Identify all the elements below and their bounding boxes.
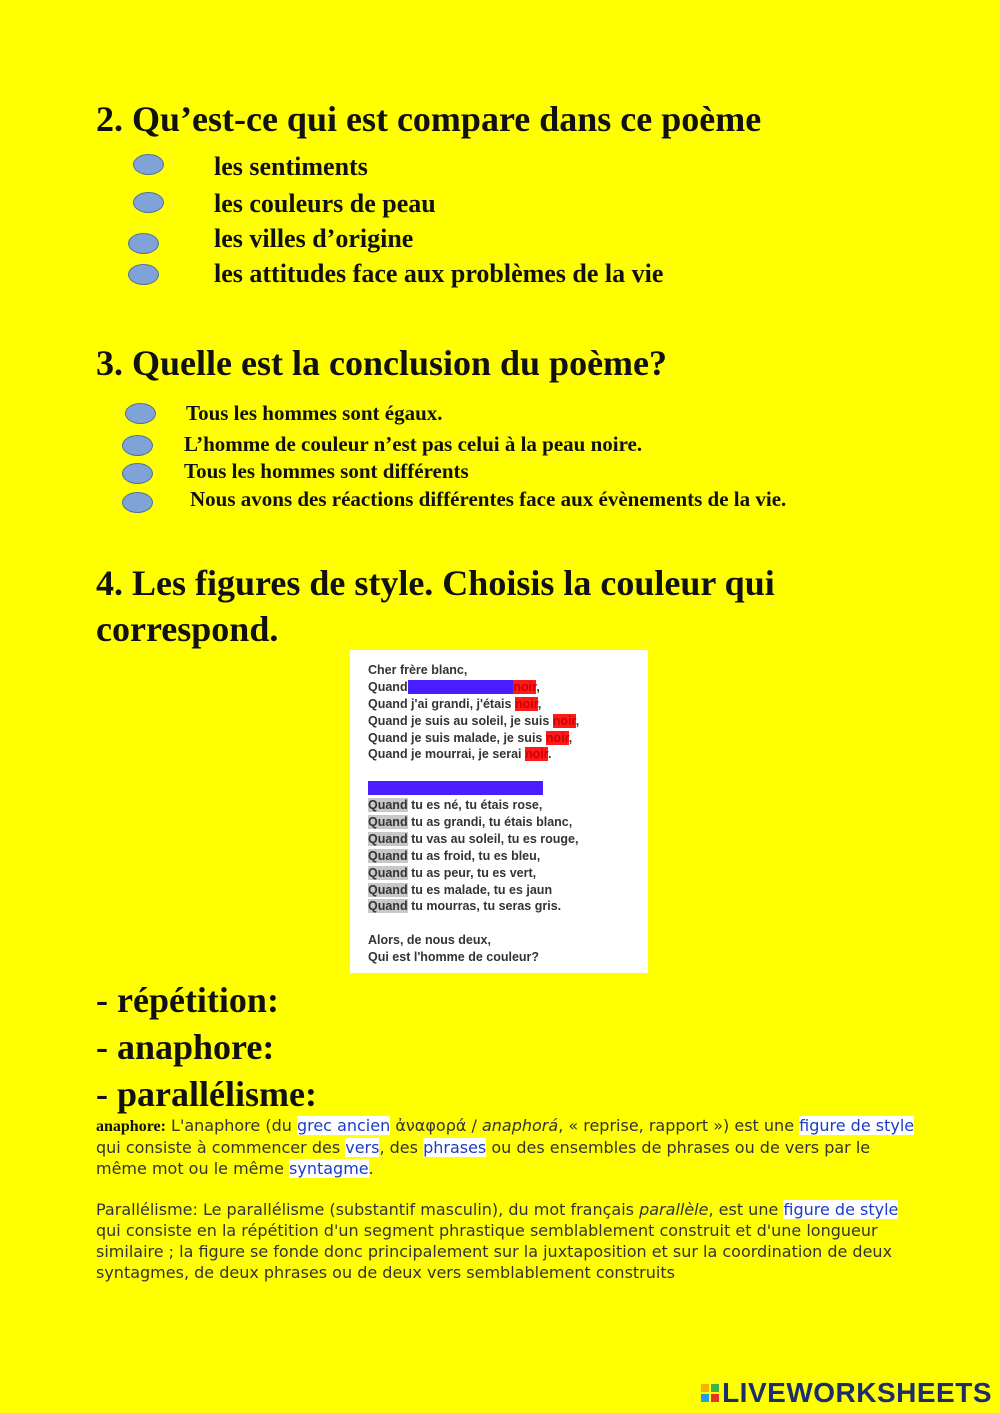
figure-anaphore-label[interactable]: - anaphore:	[96, 1027, 275, 1067]
question-3-title: 3. Quelle est la conclusion du poème?	[96, 343, 668, 383]
definitions	[96, 1115, 916, 1283]
q2-option-1-radio[interactable]	[133, 154, 164, 175]
definition-term: anaphore:	[96, 1118, 166, 1135]
q3-option-1-label: Tous les hommes sont égaux.	[186, 401, 443, 425]
q2-option-4-radio[interactable]	[128, 264, 159, 285]
q2-option-4-label: les attitudes face aux problèmes de la vie	[214, 259, 664, 288]
logo-icon	[701, 1384, 719, 1402]
question-2-title: 2. Qu’est-ce qui est compare dans ce poème	[96, 99, 762, 139]
poem-red-highlight[interactable]: noir	[513, 679, 537, 694]
q3-option-3-radio[interactable]	[122, 463, 153, 484]
q3-option-2-radio[interactable]	[122, 435, 153, 456]
poem-line: Quand tu vas au soleil, tu es rouge,	[368, 831, 579, 846]
poem-gray-highlight[interactable]: Quand	[368, 798, 408, 813]
poem-blue-highlight[interactable]: je suis né, j'étais	[407, 679, 514, 694]
poem-line: Quand tu as grandi, tu étais blanc,	[368, 815, 573, 830]
q3-option-3-label: Tous les hommes sont différents	[184, 459, 469, 483]
poem-red-highlight[interactable]: noir	[514, 696, 538, 711]
question-4-title-line-1: 4. Les figures de style. Choisis la couleur qui	[96, 563, 775, 603]
figure-parallelisme-label[interactable]: - parallélisme:	[96, 1074, 317, 1114]
q3-option-4-label: Nous avons des réactions différentes face aux évènements de la vie.	[190, 487, 787, 511]
q3-option-2-label: L’homme de couleur n’est pas celui à la peau noire.	[184, 432, 643, 456]
definition-anaphore: anaphore: L'anaphore (du grec ancien ἀναφορά / anaphorá, « reprise, rapport ») est une figure de style qui consiste à commencer des vers, des phrases ou des ensembles de phrases ou de vers par le même mot ou le même syntagme.	[96, 1116, 915, 1178]
link-figure-de-style[interactable]: figure de style	[799, 1116, 915, 1135]
poem-line: Quand je mourrai, je serai noir.	[368, 747, 552, 762]
logo-text: LIVEWORKSHEETS	[722, 1377, 992, 1408]
poem-gray-highlight[interactable]: Quand	[368, 865, 408, 880]
poem-line: Quand je suis au soleil, je suis noir,	[368, 713, 580, 728]
link-figure-de-style[interactable]: figure de style	[783, 1200, 899, 1219]
poem-gray-highlight[interactable]: Quand	[368, 899, 408, 914]
q2-option-1-label: les sentiments	[214, 152, 368, 181]
poem-image	[350, 650, 648, 973]
poem-line: Quand tu es malade, tu es jaun	[368, 882, 553, 897]
poem-line: Quand j'ai grandi, j'étais noir,	[368, 696, 542, 711]
question-4-title-line-2: correspond.	[96, 609, 279, 649]
poem-anaphora-word[interactable]: Quand	[368, 679, 408, 694]
q2-option-2-label: les couleurs de peau	[214, 189, 436, 218]
poem-line: Quand tu as peur, tu es vert,	[368, 865, 537, 880]
poem-line: Quand je suis malade, je suis noir,	[368, 730, 573, 745]
poem-line: Qui est l'homme de couleur?	[368, 950, 540, 965]
poem-blue-highlight[interactable]: Tandis que toi, homme blanc,	[368, 781, 543, 796]
link-syntagme[interactable]: syntagme	[289, 1159, 369, 1178]
poem-gray-highlight[interactable]: Quand	[368, 815, 408, 830]
q3-option-1-radio[interactable]	[125, 403, 156, 424]
poem-line: Quand tu es né, tu étais rose,	[368, 798, 543, 813]
poem-line: Cher frère blanc,	[368, 663, 468, 677]
q2-option-3-radio[interactable]	[128, 233, 159, 254]
poem-gray-highlight[interactable]: Quand	[368, 848, 408, 863]
link-vers[interactable]: vers	[345, 1138, 380, 1157]
link-phrases[interactable]: phrases	[423, 1138, 487, 1157]
q2-option-3-label: les villes d’origine	[214, 224, 414, 253]
poem-line: Alors, de nous deux,	[368, 933, 491, 948]
poem-red-highlight[interactable]: noir	[525, 747, 548, 762]
link-grec-ancien[interactable]: grec ancien	[296, 1116, 391, 1135]
poem-gray-highlight[interactable]: Quand	[368, 882, 408, 897]
poem-line	[368, 780, 648, 797]
poem-line: Quand tu mourras, tu seras gris.	[368, 899, 562, 914]
q3-option-4-radio[interactable]	[122, 492, 153, 513]
poem-red-highlight[interactable]: noir	[545, 730, 569, 745]
poem-line: Quand je suis né, j'étais noir,	[368, 679, 540, 694]
liveworksheets-logo[interactable]	[701, 1377, 992, 1409]
poem-red-highlight[interactable]: noir	[552, 713, 576, 728]
definition-parallelisme: Parallélisme: Le parallélisme (substantif masculin), du mot français parallèle, est une figure de style qui consiste en la répétition d'un segment phrastique semblablement construit et d'une longueur similaire ; la figure se fonde donc principalement sur la juxtaposition et sur la coordination de deux syntagmes, de deux phrases ou de deux vers semblablement construits	[96, 1200, 899, 1282]
poem-gray-highlight[interactable]: Quand	[368, 831, 408, 846]
poem-line: Quand tu as froid, tu es bleu,	[368, 848, 541, 863]
q2-option-2-radio[interactable]	[133, 192, 164, 213]
figure-repetition-label[interactable]: - répétition:	[96, 980, 279, 1020]
